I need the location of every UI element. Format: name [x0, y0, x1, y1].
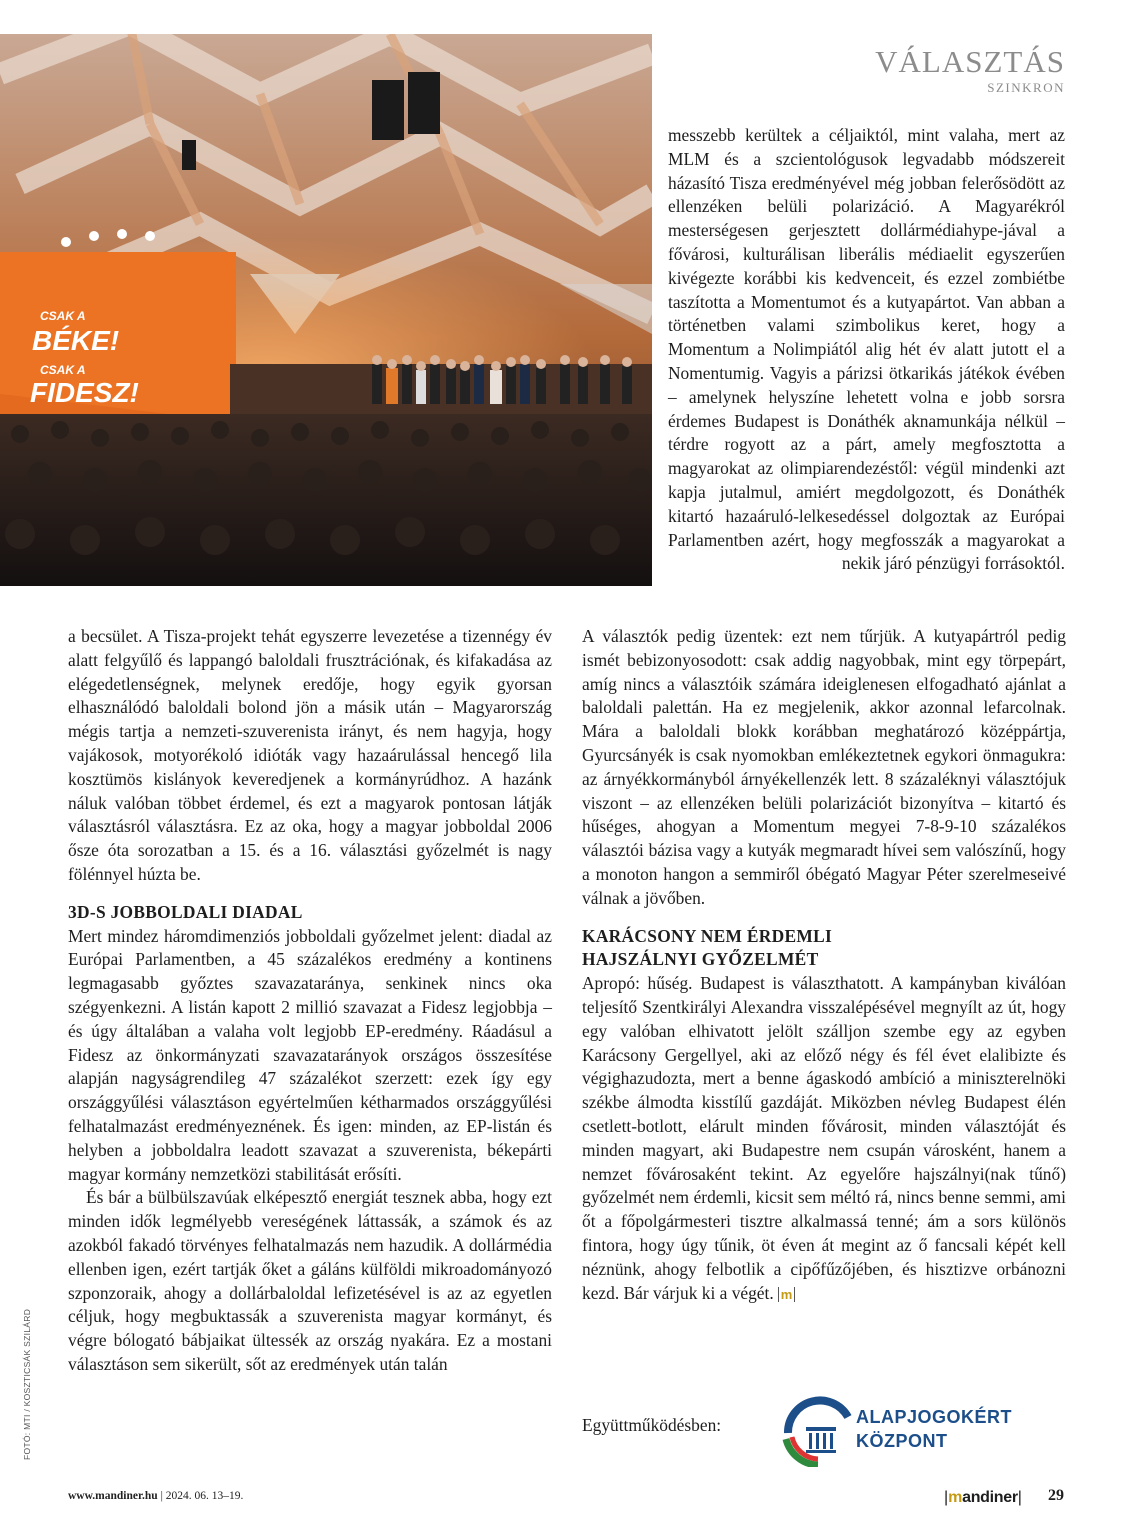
brand-logo-rest: andiner [962, 1489, 1018, 1506]
section-subtitle: SZINKRON [987, 80, 1065, 95]
banner-text-2: BÉKE! [32, 325, 120, 356]
paragraph: messzebb kerültek a céljaiktól, mint valaha, mert az MLM és a szcientológusok legvadabb módszereit házasító Tisza eredményével még jobban felerősödött az ellenzéken belüli polarizáció. A Magyarékról mesterségesen gerjesztett dollármédiahype-jával a fővárosi, kulturálisan liberális médiaelit egyszerűen kivégezte korábbi kis kedvenceit, és ezzel zombiétbe taszította a Momentumot és a kutyapártot. Van abban a történetben valami szimbolikus keret, hogy a Momentum a Nolimpiától alig hét év alatt jutott el a Nomentumig. Vagyis a párizsi ötkarikás játékok évében – amelynek helyszíne lehetett volna e jobb sorsra érdemes Budapest is Donáthék aknamunkája nélkül – térdre rogyott az a párt, amely megfosztotta a magyarokat az olimpiarendezéstől: végül mindenki azt kapja jutalmul, amiért megdolgozott, és Donáthék kitartó hazaáruló-lelkesedéssel dolgoztak az Európai Parlamentben azért, hogy megfosszák a magyarokat a nekik járó pénzügyi forrásoktól. [668, 125, 1065, 574]
banner-text-3: CSAK A [40, 363, 86, 377]
paragraph: a becsület. A Tisza-projekt tehát egyszerre levezetése a tizennégy év alatt felgyűlő és lappangó baloldali frusztrációnak, és kifakadása az elégedetlenségnek, melynek eredője, hogy egyik gyorsan elhasználódó baloldali bolond jön a másik után – Magyarország mégis tartja a nemzeti-szuverenista irányt, és nem hagyja, hogy vajákosok, motyorékoló idióták vagy hazaárulással hencegő lila kosztümös kislányok keveredjenek a kormányrúdhoz. A hazánk náluk valóban többet érdemel, és ezt a magyarok pontosan látják választásról választásra. Ez az oka, hogy a magyar jobboldal 2006 ősze óta sorozatban a 15. és a 16. választási győzelmét is nagy fölénnyel húzta be. [68, 626, 552, 884]
cooperation-label: Együttműködésben: [582, 1415, 722, 1435]
paragraph: A választók pedig üzentek: ezt nem tűrjük. A kutyapártról pedig ismét bebizonyosodott: csak addig nagyobbak, mint egy törpepárt, amíg nincs a választóik számára ideiglenesen elfogadható ajánlat a baloldali palettán. Ha ez megjelenik, akkor azonnal lefarcolnak. Mára a baloldali blokk korábban meghatározó középpártja, Gyurcsányék is csak nyomokban emlékeztetnek egykori önmagukra: az árnyékkormányból árnyékellenzék lett. 8 százaléknyi választójuk viszont – az ellenzéken belüli polarizációt bizonyítva – kitartó és hűséges, ahogyan a Momentum megyei 7-8-9-10 százalékos választói bázisa vagy a kutyák megmaradt hívei sem valószínű, hogy a monoton hangon a semmiről óbégató Magyar Péter szerelmeseivé válnak a jövőben. [582, 626, 1066, 908]
banner-text-1: CSAK A [40, 309, 86, 323]
paragraph: Mert mindez háromdimenziós jobboldali győzelmet jelent: diadal az Európai Parlamentben, a 45 százalékos eredmény a kontinens legmagasabb győztes szavazataránya, senkinek nincs oka szégyenkezni. A listán kapott 2 millió szavazat a Fidesz legjobbja – és úgy általában a valaha volt legjobb EP-eredmény. Ráadásul a Fidesz az önkormányzati szavazatarányok országos összesítése alapján nagyságrendileg 47 százalékot szerzett: ezek így egy országgyűlési választáson egyértelműen kétharmados országgyűlési felhatalmazást eredményeznének. És igen: minden, az EP-listán és helyben a jobboldalra leadott szavazat a szuverenista, békepárti magyar kormány nemzetközi stabilitását erősíti. [68, 925, 552, 1184]
logo-text-line1: ALAPJOGOKÉRT [856, 1407, 1013, 1427]
end-mark-icon: m [778, 1287, 796, 1302]
page-number: 29 [1048, 1487, 1064, 1504]
photo-credit [22, 1308, 36, 1470]
left-column [68, 625, 552, 1377]
footer-url: www.mandiner.hu [68, 1490, 158, 1502]
subheading: 3D-S JOBBOLDALI DIADAL [68, 901, 303, 922]
right-column [582, 625, 1066, 1306]
footer-left: www.mandiner.hu | 2024. 06. 13–19. [68, 1490, 244, 1502]
article-continuation-top [668, 124, 1065, 576]
paragraph [582, 972, 1066, 1306]
logo-text-line2: KÖZPONT [856, 1431, 948, 1451]
footer-brand: |mandiner| [944, 1489, 1022, 1506]
subheading-line: HAJSZÁLNYI GYŐZELMÉT [582, 949, 819, 970]
event-photo [0, 34, 652, 586]
subheading-line: KARÁCSONY NEM ÉRDEMLI [582, 925, 833, 946]
subheading [582, 925, 1066, 973]
banner-text-4: FIDESZ! [30, 377, 139, 408]
alapjogokert-kozpont-logo [778, 1387, 1038, 1467]
footer-date: 2024. 06. 13–19. [165, 1490, 244, 1502]
photo-credit-text: FOTÓ: MTI / KOSZTICSÁK SZILÁRD [22, 1308, 32, 1460]
brand-logo [948, 1489, 1018, 1506]
rally-photo-illustration [0, 34, 652, 586]
section-title: VÁLASZTÁS [875, 44, 1065, 79]
paragraph: És bár a bülbülszavúak elképesztő energiát tesznek abba, hogy ezt minden idők legmélyebb vereségének láttassák, a számok és az azokból fakadó törvényes felhatalmazás nem hazudik. A dollármédia ellenben igen, ezért tartják őket a gáláns külföldi mikroadományozó szponzoraik, ahogy a dollárbaloldal lefizetésével is az az egyetlen céljuk, hogy megbuktassák a szuverenista magyar kormányt, és végre bólogató bábjaikat ültessék az ország nyakára. Ez a mostani választáson sem sikerült, sőt az eredmények után talán [68, 1187, 552, 1374]
paragraph-text: Apropó: hűség. Budapest is választhatott. A kampányban kiválóan teljesítő Szentkirályi Alexandra visszalépésével megnyílt az út, hogy egy valóban elhivatott jelölt szálljon szembe egy az egyben Karácsony Gergellyel, aki az előző négy és fél évet elalibizte és végighazudozta, mert a benne ágaskodó ambíció a miniszterelnöki székbe álmodta kisstílű gazdáját. Miközben névleg Budapest élén csetlett-botlott, elárult minden fővárosit, minden választóját és minden magyart, aki Budapestre nem csupán városként, hanem a nemzet fővárosaként tekint. Az egyelőre hajszálnyi(nak tűnő) győzelmét nem érdemli, kicsit sem méltó rá, nincs benne semmi, ami őt a főpolgármesteri tisztre alkalmassá tenné; ám a sors különös fintora, hogy úgy tűnik, öt éven át megint az ő fancsali képét kell néznünk, ahogy felbotlik a cipőfűzőjében, és hisztizve orbánozni kezd. Bár várjuk ki a végét. [582, 973, 1066, 1303]
brand-logo-m: m [948, 1489, 963, 1506]
